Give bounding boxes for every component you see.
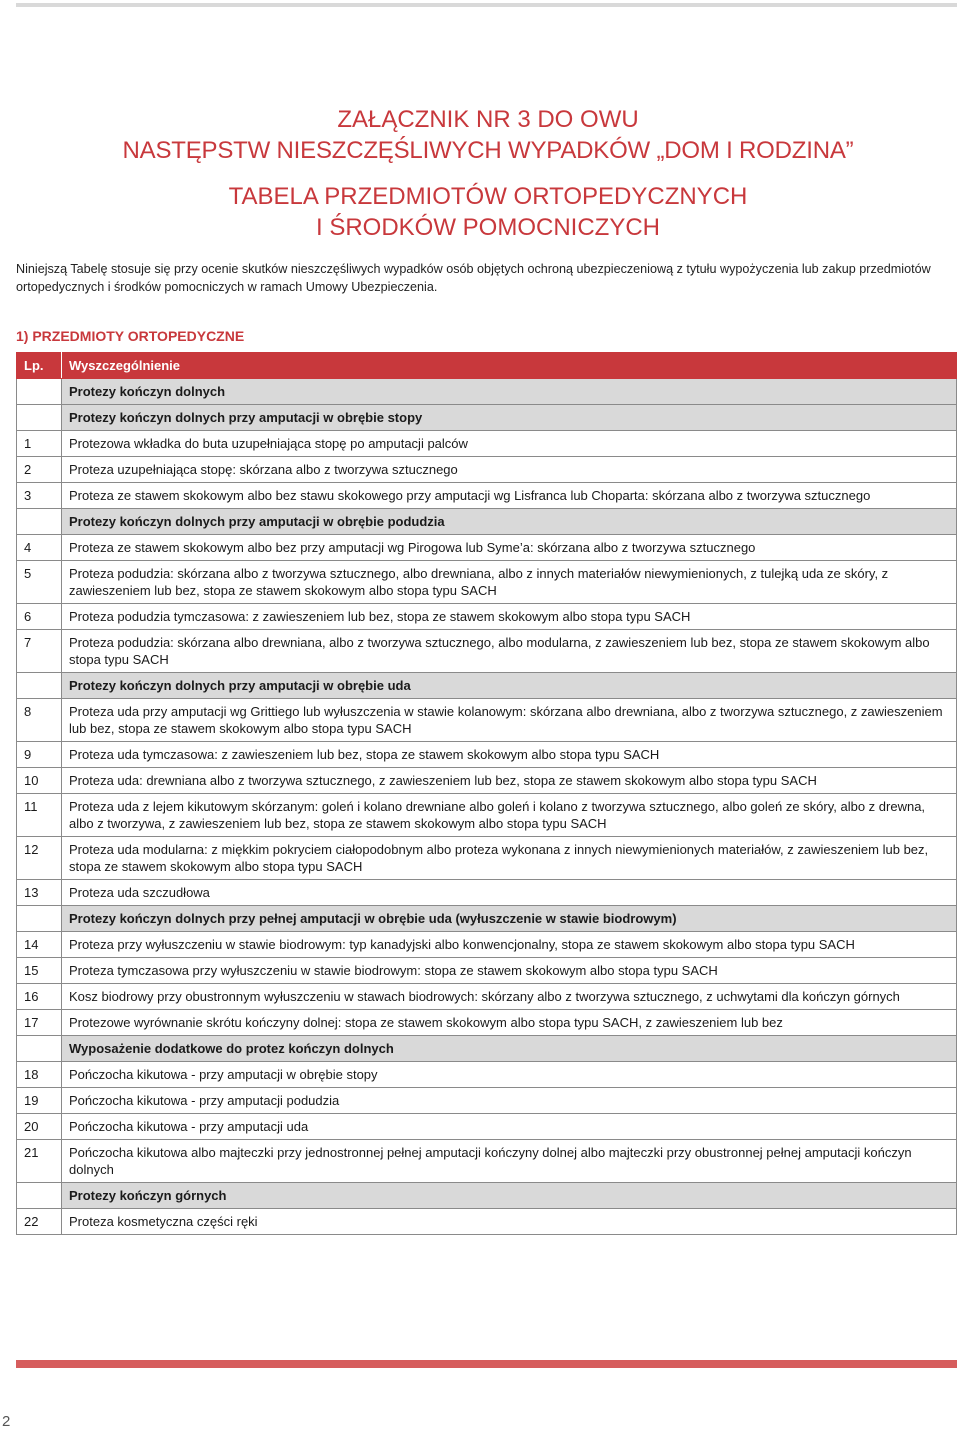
table-row [17,1114,957,1140]
table-row [17,958,957,984]
table-group-row [17,1036,957,1062]
row-description: Proteza ze stawem skokowym albo bez stawu skokowego przy amputacji wg Lisfranca lub Choparta: skórzana albo z tworzywa sztucznego [62,483,957,509]
column-header-description: Wyszczególnienie [62,353,957,379]
table-row [17,1140,957,1183]
subtitle-line-1: TABELA PRZEDMIOTÓW ORTOPEDYCZNYCH [228,183,748,210]
table-group-row [17,906,957,932]
table-row [17,880,957,906]
row-lp: 18 [17,1062,62,1088]
top-divider [16,3,957,7]
row-lp: 22 [17,1209,62,1235]
table-row [17,1010,957,1036]
table-row [17,984,957,1010]
group-heading: Protezy kończyn dolnych przy amputacji w obrębie stopy [62,405,957,431]
row-description: Proteza podudzia: skórzana albo drewniana, albo z tworzywa sztucznego, albo modularna, z zawieszeniem lub bez, stopa ze stawem skokowym albo stopa typu SACH [62,630,957,673]
table-group-row [17,673,957,699]
table-group-row [17,379,957,405]
row-lp: 11 [17,794,62,837]
row-description: Proteza uda tymczasowa: z zawieszeniem lub bez, stopa ze stawem skokowym albo stopa typu SACH [62,742,957,768]
row-lp: 17 [17,1010,62,1036]
table-row [17,699,957,742]
section-title: 1) PRZEDMIOTY ORTOPEDYCZNE [16,328,245,344]
table-row [17,1088,957,1114]
table-header-row [17,353,957,379]
row-description: Pończocha kikutowa - przy amputacji podudzia [62,1088,957,1114]
group-heading: Protezy kończyn dolnych przy amputacji w obrębie podudzia [62,509,957,535]
orthopedic-items-table [16,352,957,1235]
row-description: Proteza podudzia tymczasowa: z zawieszeniem lub bez, stopa ze stawem skokowym albo stopa typu SACH [62,604,957,630]
row-description: Pończocha kikutowa albo majteczki przy jednostronnej pełnej amputacji kończyny dolnej albo majteczki przy obustronnej pełnej amputacji kończyn dolnych [62,1140,957,1183]
row-lp: 19 [17,1088,62,1114]
row-lp [17,509,62,535]
row-description: Proteza uda szczudłowa [62,880,957,906]
row-lp: 16 [17,984,62,1010]
row-lp: 8 [17,699,62,742]
column-header-lp: Lp. [17,353,62,379]
row-lp: 5 [17,561,62,604]
document-header [0,104,960,243]
table-row [17,768,957,794]
table-row [17,837,957,880]
row-description: Proteza ze stawem skokowym albo bez przy amputacji wg Pirogowa lub Syme’a: skórzana albo z tworzywa sztucznego [62,535,957,561]
row-lp [17,673,62,699]
row-lp: 4 [17,535,62,561]
title-line-2: NASTĘPSTW NIESZCZĘŚLIWYCH WYPADKÓW „DOM I RODZINA” [122,137,854,164]
page-number: 2 [2,1413,11,1430]
table-group-row [17,405,957,431]
row-lp: 13 [17,880,62,906]
table-row [17,794,957,837]
row-lp: 20 [17,1114,62,1140]
row-lp: 2 [17,457,62,483]
table-row [17,604,957,630]
table-row [17,932,957,958]
row-lp: 1 [17,431,62,457]
bottom-divider [16,1360,957,1368]
row-description: Kosz biodrowy przy obustronnym wyłuszczeniu w stawach biodrowych: skórzany albo z tworzywa sztucznego, z uchwytami dla kończyn górnych [62,984,957,1010]
table-group-row [17,1183,957,1209]
group-heading: Protezy kończyn górnych [62,1183,957,1209]
table-row [17,742,957,768]
row-description: Proteza uda modularna: z miękkim pokryciem ciałopodobnym albo proteza wykonana z innych niewymienionych materiałów, z zawieszeniem lub bez, stopa ze stawem skokowym albo stopa typu SACH [62,837,957,880]
group-heading: Wyposażenie dodatkowe do protez kończyn dolnych [62,1036,957,1062]
row-lp: 10 [17,768,62,794]
table-row [17,1062,957,1088]
row-lp: 3 [17,483,62,509]
row-description: Proteza przy wyłuszczeniu w stawie biodrowym: typ kanadyjski albo konwencjonalny, stopa ze stawem skokowym albo stopa typu SACH [62,932,957,958]
table-row [17,457,957,483]
row-lp: 7 [17,630,62,673]
group-heading: Protezy kończyn dolnych przy amputacji w obrębie uda [62,673,957,699]
row-description: Proteza tymczasowa przy wyłuszczeniu w stawie biodrowym: stopa ze stawem skokowym albo stopa typu SACH [62,958,957,984]
row-description: Proteza uzupełniająca stopę: skórzana albo z tworzywa sztucznego [62,457,957,483]
row-description: Pończocha kikutowa - przy amputacji w obrębie stopy [62,1062,957,1088]
table-group-row [17,509,957,535]
row-lp [17,379,62,405]
row-description: Protezowa wkładka do buta uzupełniająca stopę po amputacji palców [62,431,957,457]
row-description: Pończocha kikutowa - przy amputacji uda [62,1114,957,1140]
group-heading: Protezy kończyn dolnych przy pełnej amputacji w obrębie uda (wyłuszczenie w stawie biodrowym) [62,906,957,932]
row-lp: 21 [17,1140,62,1183]
row-lp: 9 [17,742,62,768]
row-lp: 12 [17,837,62,880]
row-lp: 6 [17,604,62,630]
subtitle-line-2: I ŚRODKÓW POMOCNICZYCH [315,214,660,241]
table-row [17,483,957,509]
row-lp [17,906,62,932]
table-row [17,561,957,604]
row-description: Proteza uda przy amputacji wg Grittiego lub wyłuszczenia w stawie kolanowym: skórzana albo drewniana, albo z tworzywa sztucznego, z zawieszeniem lub bez, stopa ze stawem skokowym albo stopa typu SACH [62,699,957,742]
title-line-1: ZAŁĄCZNIK NR 3 DO OWU [337,106,639,133]
row-description: Protezowe wyrównanie skrótu kończyny dolnej: stopa ze stawem skokowym albo stopa typu SACH, z zawieszeniem lub bez [62,1010,957,1036]
table-row [17,535,957,561]
row-lp [17,405,62,431]
row-lp: 15 [17,958,62,984]
row-lp [17,1183,62,1209]
row-description: Proteza uda z lejem kikutowym skórzanym: goleń i kolano drewniane albo goleń i kolano z tworzywa sztucznego, albo goleń ze skóry, albo z drewna, albo z tworzywa, z zawieszeniem lub bez, stopa ze stawem skokowym albo stopa typu SACH [62,794,957,837]
table-row [17,1209,957,1235]
group-heading: Protezy kończyn dolnych [62,379,957,405]
row-lp: 14 [17,932,62,958]
row-description: Proteza kosmetyczna części ręki [62,1209,957,1235]
intro-paragraph: Niniejszą Tabelę stosuje się przy ocenie skutków nieszczęśliwych wypadków osób objętych ochroną ubezpieczeniową z tytułu wypożyczenia lub zakup przedmiotów ortopedycznych i środków pomocniczych w ramach Umowy Ubezpieczenia. [16,262,931,294]
row-lp [17,1036,62,1062]
row-description: Proteza uda: drewniana albo z tworzywa sztucznego, z zawieszeniem lub bez, stopa ze stawem skokowym albo stopa typu SACH [62,768,957,794]
table-row [17,630,957,673]
table-row [17,431,957,457]
row-description: Proteza podudzia: skórzana albo z tworzywa sztucznego, albo drewniana, albo z innych materiałów niewymienionych, z tulejką uda ze skóry, z zawieszeniem lub bez, stopa ze stawem skokowym albo stopa typu SACH [62,561,957,604]
